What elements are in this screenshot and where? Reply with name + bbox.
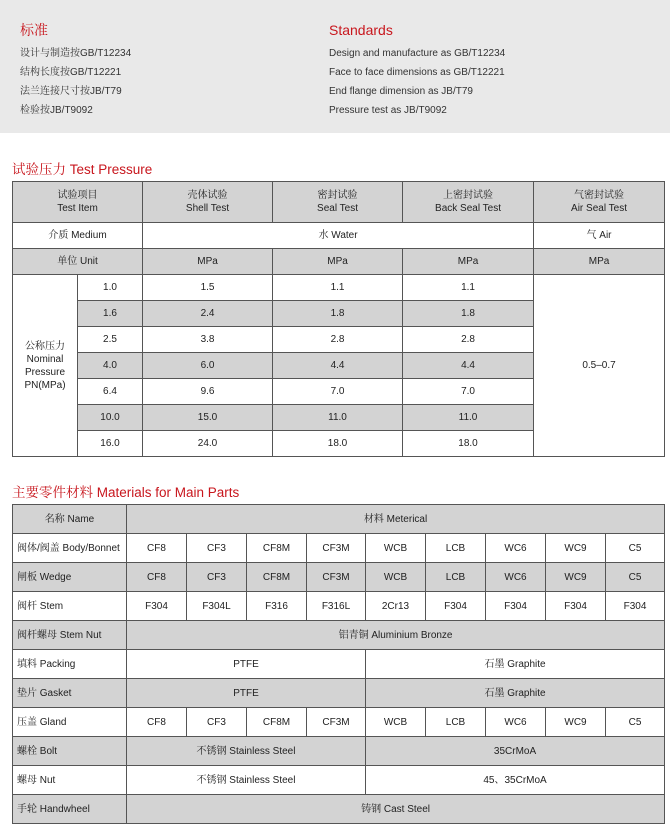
table-row xyxy=(13,275,665,301)
material-cell: CF3M xyxy=(307,563,366,592)
table-header-row xyxy=(13,182,665,223)
part-name: 螺栓 Bolt xyxy=(13,737,127,766)
material-cell: WC6 xyxy=(486,563,546,592)
material-cell: LCB xyxy=(426,708,486,737)
header-back-seal-test: 上密封试验 Back Seal Test xyxy=(403,182,534,223)
pn-value: 1.6 xyxy=(78,301,143,327)
material-cell: CF3 xyxy=(187,708,247,737)
material-cell: 铝青铜 Aluminium Bronze xyxy=(127,621,665,650)
material-cell: 不锈钢 Stainless Steel xyxy=(127,766,366,795)
material-cell: WC9 xyxy=(546,708,606,737)
unit-cell: MPa xyxy=(403,249,534,275)
material-cell: CF8M xyxy=(247,708,307,737)
material-cell: CF3M xyxy=(307,708,366,737)
unit-cell: MPa xyxy=(273,249,403,275)
material-cell: WC6 xyxy=(486,534,546,563)
table-row xyxy=(13,795,665,824)
table-row xyxy=(13,679,665,708)
shell-value: 1.5 xyxy=(143,275,273,301)
shell-value: 3.8 xyxy=(143,327,273,353)
material-cell: C5 xyxy=(606,534,665,563)
back-seal-value: 1.8 xyxy=(403,301,534,327)
shell-value: 2.4 xyxy=(143,301,273,327)
unit-cell: MPa xyxy=(143,249,273,275)
header-seal-test: 密封试验 Seal Test xyxy=(273,182,403,223)
material-cell: 不锈钢 Stainless Steel xyxy=(127,737,366,766)
pn-value: 1.0 xyxy=(78,275,143,301)
material-cell: WC9 xyxy=(546,534,606,563)
material-cell: PTFE xyxy=(127,679,366,708)
header-test-item: 试验项目 Test Item xyxy=(13,182,143,223)
table-row xyxy=(13,592,665,621)
back-seal-value: 2.8 xyxy=(403,327,534,353)
seal-value: 7.0 xyxy=(273,379,403,405)
header-shell-test: 壳体试验 Shell Test xyxy=(143,182,273,223)
unit-label: 单位 Unit xyxy=(13,249,143,275)
material-cell: CF8M xyxy=(247,563,307,592)
material-cell: WCB xyxy=(366,708,426,737)
unit-row xyxy=(13,249,665,275)
standards-en-line: Design and manufacture as GB/T12234 xyxy=(329,48,506,59)
table-row xyxy=(13,737,665,766)
pn-value: 6.4 xyxy=(78,379,143,405)
part-name: 垫片 Gasket xyxy=(13,679,127,708)
pn-value: 16.0 xyxy=(78,431,143,457)
standards-zh-line: 设计与制造按GB/T12234 xyxy=(20,48,132,59)
header-air-seal-test: 气密封试验 Air Seal Test xyxy=(534,182,665,223)
pn-value: 10.0 xyxy=(78,405,143,431)
material-cell: CF3 xyxy=(187,563,247,592)
back-seal-value: 7.0 xyxy=(403,379,534,405)
test-pressure-table xyxy=(12,181,665,457)
seal-value: 1.8 xyxy=(273,301,403,327)
material-cell: LCB xyxy=(426,534,486,563)
material-cell: F304 xyxy=(606,592,665,621)
material-cell: LCB xyxy=(426,563,486,592)
shell-value: 24.0 xyxy=(143,431,273,457)
standards-zh-line: 检验按JB/T9092 xyxy=(20,105,93,116)
material-cell: C5 xyxy=(606,708,665,737)
standards-chinese-column xyxy=(20,20,131,120)
medium-label: 介质 Medium xyxy=(13,223,143,249)
material-cell: CF8M xyxy=(247,534,307,563)
material-cell: PTFE xyxy=(127,650,366,679)
material-cell: F316 xyxy=(247,592,307,621)
material-cell: CF3M xyxy=(307,534,366,563)
header-material: 材料 Meterical xyxy=(127,505,665,534)
nominal-pressure-label: 公称压力 Nominal Pressure PN(MPa) xyxy=(13,275,78,457)
standards-en-line: End flange dimension as JB/T79 xyxy=(329,86,473,97)
table-row xyxy=(13,766,665,795)
pn-value: 2.5 xyxy=(78,327,143,353)
medium-row xyxy=(13,223,665,249)
standards-english-column xyxy=(329,20,505,120)
material-cell: CF3 xyxy=(187,534,247,563)
standards-en-line: Pressure test as JB/T9092 xyxy=(329,105,447,116)
medium-water: 水 Water xyxy=(143,223,534,249)
unit-cell: MPa xyxy=(534,249,665,275)
shell-value: 9.6 xyxy=(143,379,273,405)
standards-en-line: Face to face dimensions as GB/T12221 xyxy=(329,67,505,78)
material-cell: 铸钢 Cast Steel xyxy=(127,795,665,824)
table-row xyxy=(13,708,665,737)
medium-air: 气 Air xyxy=(534,223,665,249)
material-cell: C5 xyxy=(606,563,665,592)
part-name: 阀杆螺母 Stem Nut xyxy=(13,621,127,650)
table-row xyxy=(13,621,665,650)
material-cell: F304L xyxy=(187,592,247,621)
back-seal-value: 1.1 xyxy=(403,275,534,301)
table-row xyxy=(13,563,665,592)
material-cell: 石墨 Graphite xyxy=(366,650,665,679)
standards-zh-line: 法兰连接尺寸按JB/T79 xyxy=(20,86,122,97)
pn-value: 4.0 xyxy=(78,353,143,379)
material-cell: 45、35CrMoA xyxy=(366,766,665,795)
shell-value: 15.0 xyxy=(143,405,273,431)
standards-zh-title: 标准 xyxy=(20,22,48,38)
part-name: 闸板 Wedge xyxy=(13,563,127,592)
seal-value: 11.0 xyxy=(273,405,403,431)
seal-value: 4.4 xyxy=(273,353,403,379)
part-name: 阀杆 Stem xyxy=(13,592,127,621)
material-cell: WC9 xyxy=(546,563,606,592)
material-cell: WC6 xyxy=(486,708,546,737)
back-seal-value: 18.0 xyxy=(403,431,534,457)
air-seal-value: 0.5–0.7 xyxy=(534,275,665,457)
table-row xyxy=(13,650,665,679)
material-cell: F304 xyxy=(426,592,486,621)
seal-value: 18.0 xyxy=(273,431,403,457)
material-cell: F304 xyxy=(127,592,187,621)
material-cell: 石墨 Graphite xyxy=(366,679,665,708)
standards-panel xyxy=(0,0,670,133)
part-name: 填料 Packing xyxy=(13,650,127,679)
standards-en-title: Standards xyxy=(329,22,393,38)
seal-value: 2.8 xyxy=(273,327,403,353)
materials-title: 主要零件材料 Materials for Main Parts xyxy=(12,485,240,500)
materials-table xyxy=(12,504,665,824)
material-cell: CF8 xyxy=(127,563,187,592)
back-seal-value: 4.4 xyxy=(403,353,534,379)
part-name: 阀体/阀盖 Body/Bonnet xyxy=(13,534,127,563)
material-cell: 35CrMoA xyxy=(366,737,665,766)
part-name: 压盖 Gland xyxy=(13,708,127,737)
seal-value: 1.1 xyxy=(273,275,403,301)
back-seal-value: 11.0 xyxy=(403,405,534,431)
material-cell: F304 xyxy=(486,592,546,621)
part-name: 手轮 Handwheel xyxy=(13,795,127,824)
table-header-row xyxy=(13,505,665,534)
material-cell: CF8 xyxy=(127,708,187,737)
material-cell: WCB xyxy=(366,563,426,592)
material-cell: CF8 xyxy=(127,534,187,563)
test-pressure-title: 试验压力 Test Pressure xyxy=(12,162,153,177)
material-cell: 2Cr13 xyxy=(366,592,426,621)
standards-zh-line: 结构长度按GB/T12221 xyxy=(20,67,122,78)
shell-value: 6.0 xyxy=(143,353,273,379)
part-name: 螺母 Nut xyxy=(13,766,127,795)
material-cell: WCB xyxy=(366,534,426,563)
material-cell: F304 xyxy=(546,592,606,621)
table-row xyxy=(13,534,665,563)
material-cell: F316L xyxy=(307,592,366,621)
header-name: 名称 Name xyxy=(13,505,127,534)
